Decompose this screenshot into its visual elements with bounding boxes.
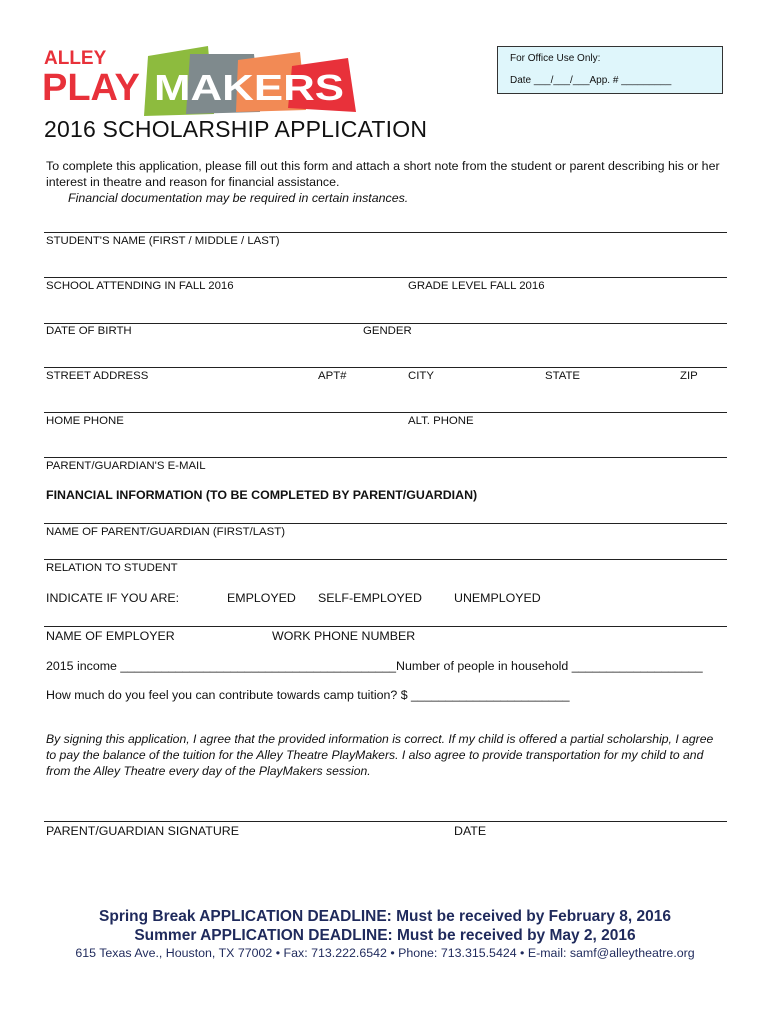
financial-heading: FINANCIAL INFORMATION (TO BE COMPLETED BY PARENT/GUARDIAN) — [46, 488, 478, 502]
contribution-line[interactable]: How much do you feel you can contribute towards camp tuition? $ _______________________ — [46, 688, 570, 702]
address-line[interactable] — [44, 367, 727, 368]
office-use-label: For Office Use Only: — [510, 53, 601, 64]
guardian-email-label: PARENT/GUARDIAN'S E-MAIL — [46, 460, 206, 472]
dob-label: DATE OF BIRTH — [46, 325, 132, 337]
gender-label: GENDER — [363, 325, 412, 337]
logo-play-text: PLAY — [42, 67, 140, 109]
employed-option[interactable]: EMPLOYED — [227, 591, 296, 605]
alley-playmakers-logo — [40, 44, 360, 120]
relation-label: RELATION TO STUDENT — [46, 562, 178, 574]
consent-statement: By signing this application, I agree that the provided information is correct. If my child is offered a partial scholarship, I agree to pay the balance of the tuition for the Alley Theatre PlayMakers. I also agree to provide transportation for my child to and from the Alley Theatre every day of the PlayMakers session. — [46, 732, 714, 778]
student-name-label: STUDENT'S NAME (FIRST / MIDDLE / LAST) — [46, 235, 280, 247]
logo-alley-text: ALLEY — [44, 48, 107, 69]
apt-label: APT# — [318, 370, 347, 382]
logo-makers-text: MAKERS — [154, 67, 344, 108]
street-label: STREET ADDRESS — [46, 370, 149, 382]
work-phone-label: WORK PHONE NUMBER — [272, 629, 416, 643]
guardian-name-line[interactable] — [44, 523, 727, 524]
intro-paragraph — [46, 158, 726, 206]
unemployed-option[interactable]: UNEMPLOYED — [454, 591, 541, 605]
office-date-app-label: Date ___/___/___App. # _________ — [510, 75, 672, 86]
intro-note: Financial documentation may be required in certain instances. — [68, 191, 409, 205]
indicate-label: INDICATE IF YOU ARE: — [46, 591, 180, 605]
intro-text: To complete this application, please fill out this form and attach a short note from the student or parent describing his or her interest in theatre and reason for financial assistance. — [46, 159, 720, 189]
dob-line[interactable] — [44, 323, 727, 324]
employer-line[interactable] — [44, 626, 727, 627]
home-phone-label: HOME PHONE — [46, 415, 124, 427]
page-title: 2016 SCHOLARSHIP APPLICATION — [44, 116, 428, 142]
email-line[interactable] — [44, 457, 727, 458]
signature-label: PARENT/GUARDIAN SIGNATURE — [46, 824, 239, 838]
relation-line[interactable] — [44, 559, 727, 560]
signature-date-label: DATE — [454, 824, 487, 838]
grade-label: GRADE LEVEL FALL 2016 — [408, 280, 545, 292]
self-employed-option[interactable]: SELF-EMPLOYED — [318, 591, 422, 605]
signature-line[interactable] — [44, 821, 727, 822]
state-label: STATE — [545, 370, 581, 382]
income-household-line[interactable]: 2015 income ________________________________________Number of people in household ___________________ — [46, 659, 703, 673]
contact-footer: 615 Texas Ave., Houston, TX 77002 • Fax: 713.222.6542 • Phone: 713.315.5424 • E-mail: samf@alleytheatre.org — [75, 946, 695, 960]
office-use-box — [497, 46, 723, 94]
spring-deadline: Spring Break APPLICATION DEADLINE: Must be received by February 8, 2016 — [99, 908, 671, 925]
student-name-line[interactable] — [44, 232, 727, 233]
alt-phone-label: ALT. PHONE — [408, 415, 474, 427]
phone-line[interactable] — [44, 412, 727, 413]
school-label: SCHOOL ATTENDING IN FALL 2016 — [46, 280, 234, 292]
summer-deadline: Summer APPLICATION DEADLINE: Must be received by May 2, 2016 — [134, 927, 636, 944]
school-line[interactable] — [44, 277, 727, 278]
employer-label: NAME OF EMPLOYER — [46, 629, 175, 643]
guardian-name-label: NAME OF PARENT/GUARDIAN (FIRST/LAST) — [46, 526, 286, 538]
zip-label: ZIP — [680, 370, 698, 382]
city-label: CITY — [408, 370, 434, 382]
